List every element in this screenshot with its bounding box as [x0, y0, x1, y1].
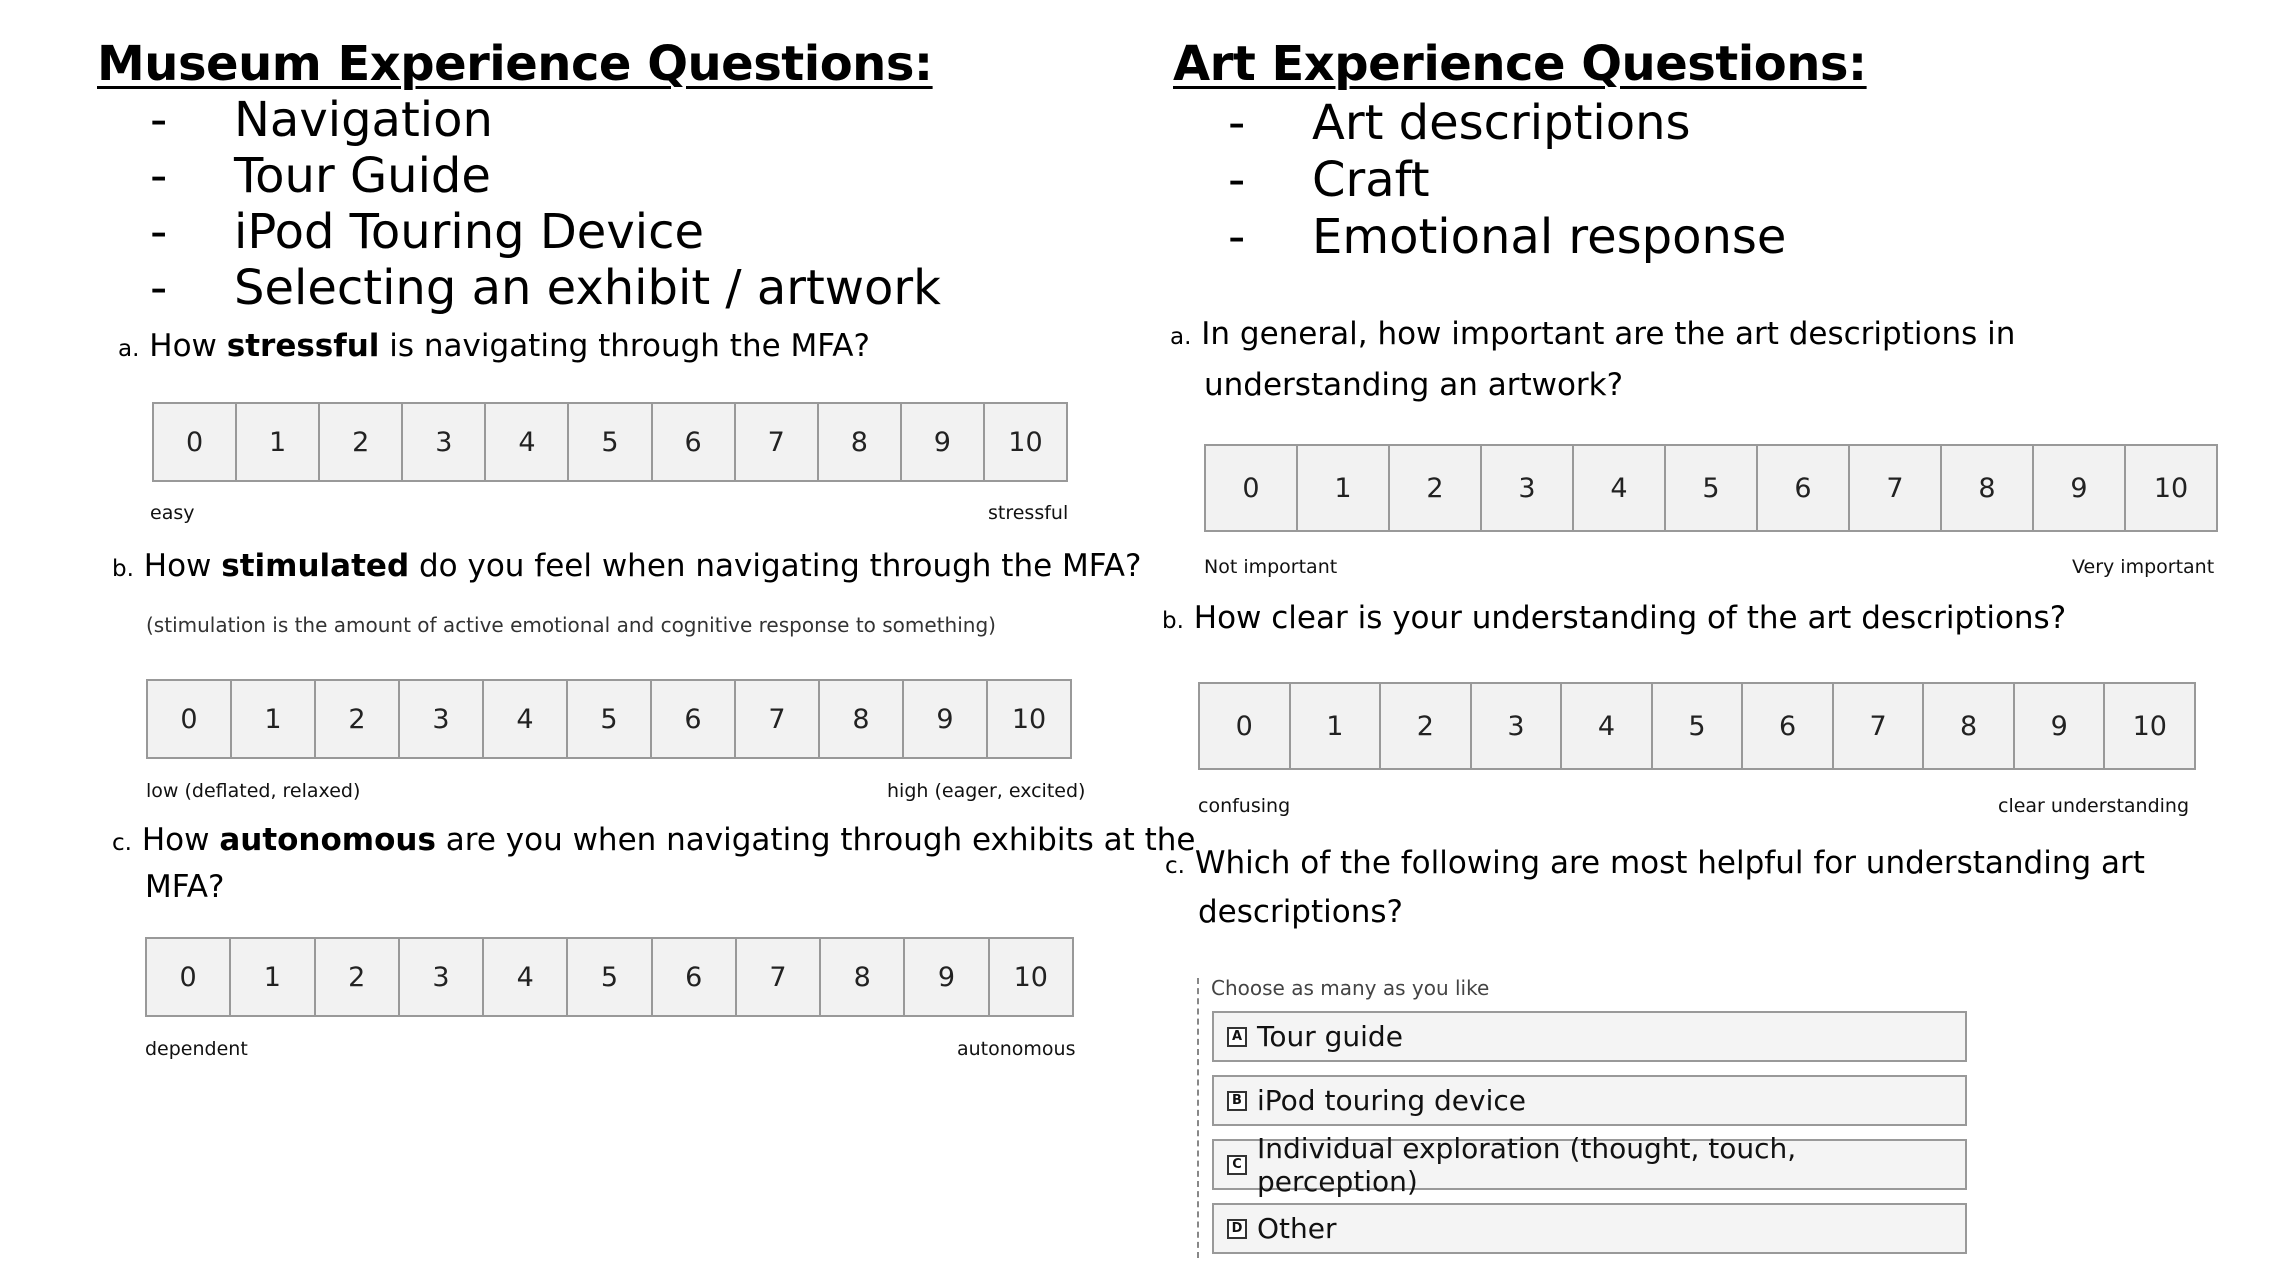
scale-low-label: Not important [1204, 556, 1338, 578]
question-text: Which of the following are most helpful for understanding art [1194, 845, 2145, 881]
scale-option-4[interactable]: 4 [482, 681, 566, 757]
question-importance [1170, 310, 2015, 409]
bullet-dash: - [1228, 152, 1246, 208]
question-stressful [118, 328, 870, 364]
topic-item [150, 92, 941, 148]
scale-option-3[interactable]: 3 [398, 939, 482, 1015]
scale-option-2[interactable]: 2 [314, 939, 398, 1015]
question-letter: c. [112, 830, 132, 856]
option-individual-exploration[interactable] [1212, 1131, 1967, 1198]
option-label: Individual exploration (thought, touch, perception) [1256, 1131, 1797, 1198]
scale-option-8[interactable]: 8 [1940, 446, 2032, 530]
scale-option-9[interactable]: 9 [902, 681, 986, 757]
scale-option-4[interactable]: 4 [1572, 446, 1664, 530]
scale-option-0[interactable]: 0 [185, 426, 204, 458]
scale-option-0[interactable]: 0 [179, 961, 197, 993]
scale-option-6[interactable]: 6 [650, 681, 734, 757]
museum-heading: Museum Experience Questions: [97, 36, 933, 92]
topic-item [1228, 95, 1786, 152]
topic-item [1228, 209, 1786, 266]
bullet-dash: - [150, 260, 168, 316]
scale-option-10[interactable]: 10 [988, 939, 1072, 1015]
scale-option-3[interactable]: 3 [1470, 684, 1561, 768]
scale-option-1[interactable]: 1 [1289, 684, 1380, 768]
bullet-dash: - [150, 204, 168, 260]
scale-option-2[interactable]: 2 [318, 404, 401, 480]
topic-label: Navigation [234, 92, 493, 148]
question-clarity [1162, 600, 2066, 636]
scale-option-5[interactable]: 5 [566, 681, 650, 757]
scale-high-label: Very important [2072, 556, 2215, 578]
scale-option-6[interactable]: 6 [651, 404, 734, 480]
question-text: How clear is your understanding of the art descriptions? [1193, 600, 2067, 636]
question-text: descriptions? [1198, 894, 1403, 930]
question-text: How [149, 328, 227, 364]
scale-option-3[interactable]: 3 [398, 681, 482, 757]
scale-option-1[interactable]: 1 [230, 681, 314, 757]
question-text: do you feel when navigating through the MFA? [409, 548, 1142, 584]
question-text: How [141, 822, 220, 858]
scale-option-7[interactable]: 7 [1848, 446, 1940, 530]
scale-option-8[interactable]: 8 [818, 681, 902, 757]
question-text: are you when navigating through exhibits at the [435, 822, 1196, 858]
scale-high-label: high (eager, excited) [887, 780, 1086, 802]
question-letter: c. [1165, 853, 1185, 879]
scale-option-2[interactable]: 2 [1379, 684, 1470, 768]
question-text: is navigating through the MFA? [379, 328, 870, 364]
scale-option-8[interactable]: 8 [1922, 684, 2013, 768]
stressful-scale [152, 402, 1068, 482]
scale-option-8[interactable]: 8 [817, 404, 900, 480]
topic-label: Art descriptions [1312, 95, 1691, 151]
stimulation-note: (stimulation is the amount of active emotional and cognitive response to something) [146, 613, 996, 637]
option-other[interactable] [1212, 1203, 1967, 1254]
scale-option-10[interactable]: 10 [2103, 684, 2194, 768]
option-key-c: C [1227, 1155, 1247, 1175]
question-emphasis: stressful [226, 328, 380, 364]
bullet-dash: - [1228, 95, 1246, 151]
scale-low-label: easy [150, 502, 195, 524]
scale-option-8[interactable]: 8 [819, 939, 903, 1015]
topic-label: Tour Guide [234, 148, 491, 204]
topic-item [150, 204, 941, 260]
scale-option-2[interactable]: 2 [1388, 446, 1480, 530]
museum-topic-list [150, 92, 941, 316]
choice-hint: Choose as many as you like [1211, 976, 1490, 1000]
topic-label: Craft [1312, 152, 1430, 208]
question-letter: b. [1162, 608, 1184, 634]
scale-high-label: stressful [988, 502, 1069, 524]
scale-option-9[interactable]: 9 [2032, 446, 2124, 530]
topic-label: Selecting an exhibit / artwork [234, 260, 941, 316]
question-autonomous [112, 818, 1196, 909]
question-letter: a. [1170, 324, 1192, 350]
stimulated-scale [146, 679, 1072, 759]
scale-option-9[interactable]: 9 [2013, 684, 2104, 768]
topic-item [1228, 152, 1786, 209]
scale-option-7[interactable]: 7 [734, 681, 818, 757]
option-key-a: A [1227, 1027, 1247, 1047]
scale-option-5[interactable]: 5 [1664, 446, 1756, 530]
scale-option-10[interactable]: 10 [983, 404, 1066, 480]
question-text: How [143, 548, 222, 584]
question-emphasis: stimulated [221, 548, 410, 584]
scale-low-label: dependent [145, 1038, 248, 1060]
question-emphasis: autonomous [219, 822, 436, 858]
scale-option-4[interactable]: 4 [482, 939, 566, 1015]
scale-option-7[interactable]: 7 [735, 939, 819, 1015]
scale-option-1[interactable]: 1 [1296, 446, 1388, 530]
question-helpful [1165, 840, 2145, 935]
choice-group-divider [1197, 978, 1199, 1258]
scale-option-6[interactable]: 6 [1756, 446, 1848, 530]
scale-option-3[interactable]: 3 [1480, 446, 1572, 530]
scale-low-label: low (deflated, relaxed) [146, 780, 361, 802]
option-label: Tour guide [1257, 1020, 1403, 1053]
scale-option-0[interactable]: 0 [1242, 472, 1260, 504]
bullet-dash: - [1228, 209, 1246, 265]
autonomous-scale [145, 937, 1074, 1017]
scale-option-6[interactable]: 6 [1741, 684, 1832, 768]
scale-option-5[interactable]: 5 [1651, 684, 1742, 768]
scale-option-3[interactable]: 3 [401, 404, 484, 480]
scale-option-4[interactable]: 4 [1560, 684, 1651, 768]
topic-item [150, 148, 941, 204]
bullet-dash: - [150, 92, 168, 148]
scale-option-10[interactable]: 10 [986, 681, 1070, 757]
scale-option-10[interactable]: 10 [2124, 446, 2216, 530]
topic-label: iPod Touring Device [234, 204, 704, 260]
question-text: understanding an artwork? [1204, 367, 1624, 403]
question-stimulated [112, 548, 1141, 584]
option-key-d: D [1227, 1219, 1247, 1239]
option-label: iPod touring device [1257, 1084, 1527, 1117]
scale-option-1[interactable]: 1 [235, 404, 318, 480]
scale-option-6[interactable]: 6 [651, 939, 735, 1015]
topic-item [150, 260, 941, 316]
scale-option-4[interactable]: 4 [484, 404, 567, 480]
scale-option-9[interactable]: 9 [903, 939, 987, 1015]
scale-option-9[interactable]: 9 [900, 404, 983, 480]
clarity-scale [1198, 682, 2196, 770]
question-letter: a. [118, 336, 140, 362]
scale-high-label: autonomous [957, 1038, 1076, 1060]
question-letter: b. [112, 556, 134, 582]
option-key-b: B [1227, 1091, 1247, 1111]
option-tour-guide[interactable] [1212, 1011, 1967, 1062]
scale-option-7[interactable]: 7 [734, 404, 817, 480]
scale-option-5[interactable]: 5 [566, 939, 650, 1015]
bullet-dash: - [150, 148, 168, 204]
scale-option-2[interactable]: 2 [314, 681, 398, 757]
importance-scale [1204, 444, 2218, 532]
option-label: Other [1257, 1212, 1337, 1245]
scale-option-1[interactable]: 1 [229, 939, 313, 1015]
scale-high-label: clear understanding [1998, 795, 2190, 817]
scale-option-7[interactable]: 7 [1832, 684, 1923, 768]
scale-option-0[interactable]: 0 [180, 703, 198, 735]
question-text: MFA? [145, 869, 225, 905]
art-heading: Art Experience Questions: [1173, 36, 1867, 92]
scale-low-label: confusing [1198, 795, 1291, 817]
scale-option-0[interactable]: 0 [1235, 710, 1253, 742]
scale-option-5[interactable]: 5 [567, 404, 650, 480]
question-text: In general, how important are the art descriptions in [1201, 316, 2016, 352]
art-topic-list [1228, 95, 1786, 266]
topic-label: Emotional response [1312, 209, 1787, 265]
option-ipod-device[interactable] [1212, 1075, 1967, 1126]
